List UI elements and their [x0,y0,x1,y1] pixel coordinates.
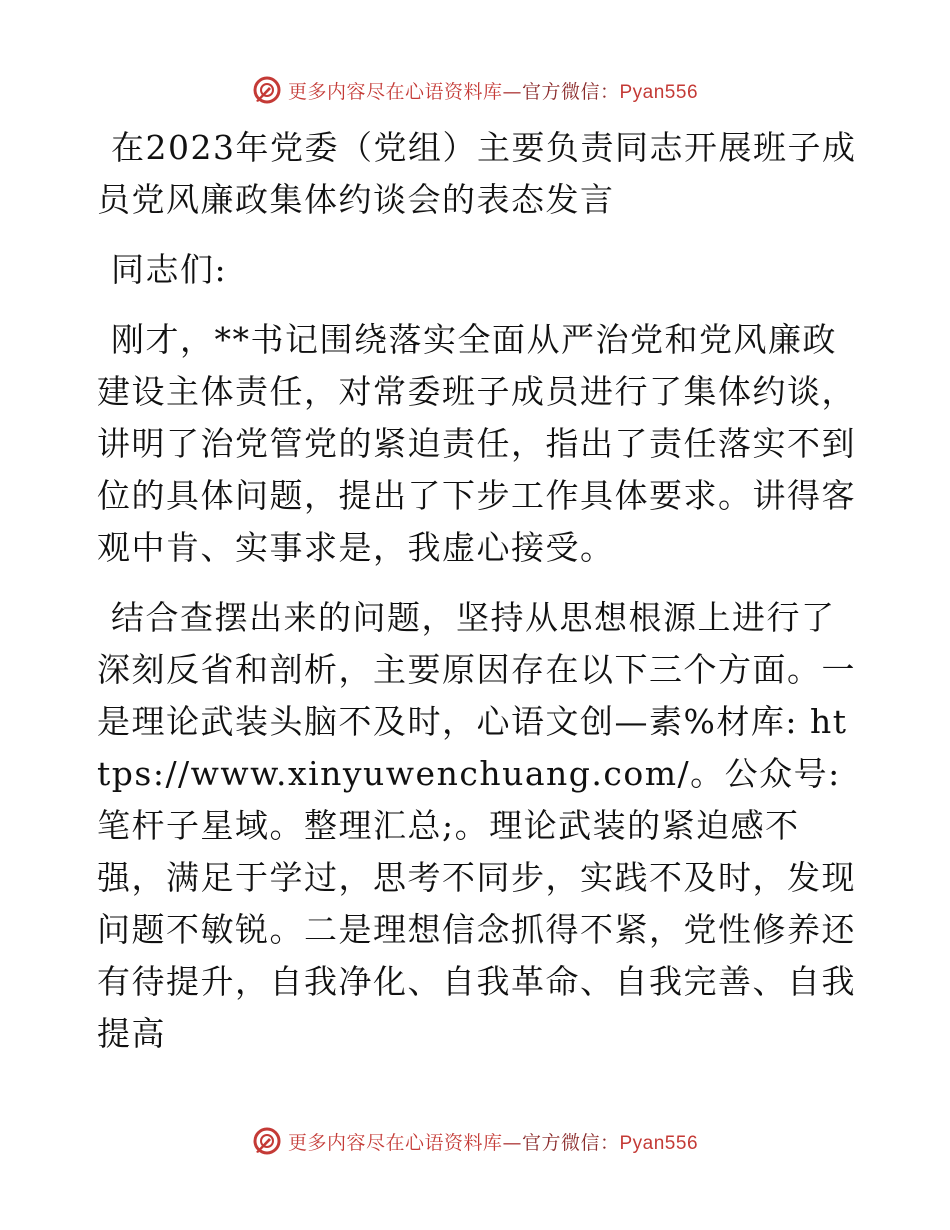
pen-circle-logo-icon [252,1126,282,1156]
watermark-id: Pyan556 [619,1132,699,1154]
document-body [97,122,857,1060]
watermark-text: 更多内容尽在心语资料库 [287,1131,503,1154]
pen-circle-logo-icon [252,75,282,105]
document-paragraph: 结合查摆出来的问题，坚持从思想根源上进行了深刻反省和剖析，主要原因存在以下三个方面。一是理论武装头脑不及时，心语文创—素%材库: https://www.xinyuwenchuang.com/。公众号: 笔杆子星域。整理汇总;。理论武装的紧迫感不强，满足于学过，思考不同步，实践不及时，发现问题不敏锐。二是理想信念抓得不紧，党性修养还有待提升，自我净化、自我革命、自我完善、自我提高 [97,598,856,1053]
document-title: 在2023年党委（党组）主要负责同志开展班子成员党风廉政集体约谈会的表态发言 [97,128,857,219]
document-salutation: 同志们: [111,250,228,289]
watermark-text: 更多内容尽在心语资料库 [287,80,503,103]
watermark-id: Pyan556 [619,81,699,103]
document-paragraph: 刚才，**书记围绕落实全面从严治党和党风廉政建设主体责任，对常委班子成员进行了集体约谈，讲明了治党管党的紧迫责任，指出了责任落实不到位的具体问题，提出了下步工作具体要求。讲得客观中肯、实事求是，我虚心接受。 [97,320,856,567]
watermark-official: 官方微信： [521,80,620,103]
header-watermark [0,68,950,112]
footer-watermark [0,1119,950,1163]
watermark-official: 官方微信： [521,1131,620,1154]
watermark-dash: — [502,80,522,103]
watermark-dash: — [502,1131,522,1154]
